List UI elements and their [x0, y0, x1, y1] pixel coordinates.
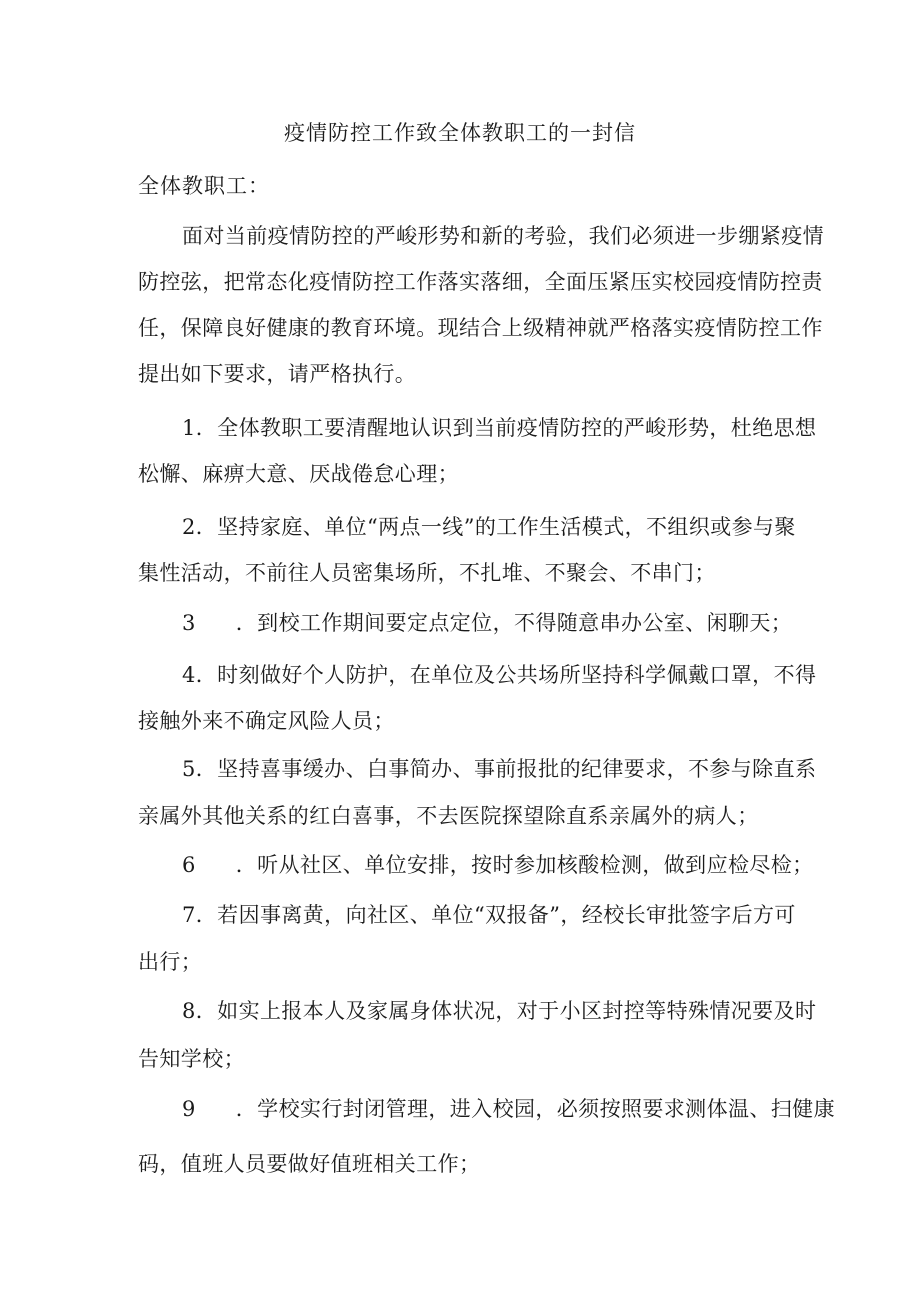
item-number: 1 [182, 416, 196, 440]
item-number: 9 [182, 1097, 196, 1121]
item-continuation: 告知学校； [138, 1047, 245, 1071]
item-continuation: 松懈、麻痹大意、厌战倦怠心理； [138, 462, 459, 486]
list-item-2 [182, 511, 796, 541]
item-text: ．到校工作期间要定点定位，不得随意串办公室、闲聊天； [235, 611, 793, 635]
item-text: ．若因事离黄，向社区、单位“双报备”，经校长审批签字后方可 [195, 903, 796, 927]
list-item-8 [182, 995, 817, 1025]
item-text: ．学校实行封闭管理，进入校园，必须按照要求测体温、扫健康 [235, 1097, 835, 1121]
document-title: 疫情防控工作致全体教职工的一封信 [284, 121, 636, 145]
item-number: 6 [182, 853, 196, 877]
list-item-3 [182, 607, 793, 637]
list-item-1 [182, 412, 817, 442]
item-continuation: 集性活动，不前往人员密集场所，不扎堆、不聚会、不串门； [138, 561, 716, 585]
item-number: 4 [182, 663, 196, 687]
item-continuation: 码，值班人员要做好值班相关工作； [138, 1152, 481, 1176]
list-item-5 [182, 753, 817, 783]
item-text: ．全体教职工要清醒地认识到当前疫情防控的严峻形势，杜绝思想 [195, 416, 817, 440]
item-continuation: 出行； [138, 950, 203, 974]
item-number: 7 [182, 903, 196, 927]
intro-line: 任，保障良好健康的教育环境。现结合上级精神就严格落实疫情防控工作 [138, 316, 823, 340]
list-item-6 [182, 849, 814, 879]
item-number: 8 [182, 999, 196, 1023]
intro-line: 提出如下要求，请严格执行。 [138, 362, 417, 386]
list-item-4 [182, 659, 817, 689]
intro-line: 防控弦，把常态化疫情防控工作落实落细，全面压紧压实校园疫情防控责 [138, 270, 823, 294]
item-number: 2 [182, 515, 196, 539]
item-text: ．如实上报本人及家属身体状况，对于小区封控等特殊情况要及时 [195, 999, 817, 1023]
list-item-7 [182, 899, 796, 929]
item-text: ．时刻做好个人防护，在单位及公共场所坚持科学佩戴口罩，不得 [195, 663, 817, 687]
item-continuation: 亲属外其他关系的红白喜事，不去医院探望除直系亲属外的病人； [138, 804, 759, 828]
intro-line: 面对当前疫情防控的严峻形势和新的考验，我们必须进一步绷紧疫情 [182, 224, 824, 248]
item-number: 5 [182, 757, 196, 781]
list-item-9 [182, 1093, 835, 1123]
item-text: ．坚持喜事缓办、白事简办、事前报批的纪律要求，不参与除直系 [195, 757, 817, 781]
item-text: ．坚持家庭、单位“两点一线”的工作生活模式，不组织或参与聚 [195, 515, 796, 539]
item-text: ．听从社区、单位安排，按时参加核酸检测，做到应检尽检； [235, 853, 814, 877]
salutation: 全体教职工： [138, 174, 270, 198]
item-continuation: 接触外来不确定风险人员； [138, 709, 395, 733]
item-number: 3 [182, 611, 196, 635]
